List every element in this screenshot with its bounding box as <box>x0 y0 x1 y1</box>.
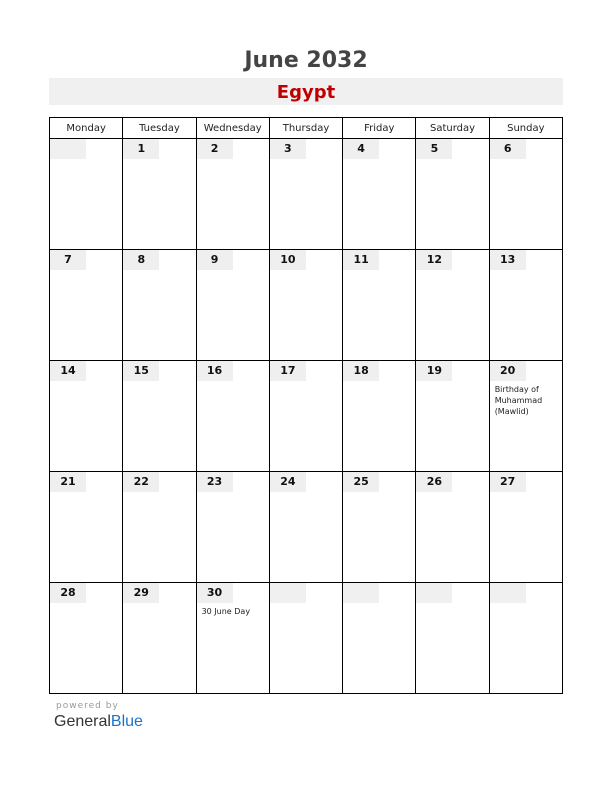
day-cell <box>50 583 123 694</box>
powered-by-label: powered by <box>56 701 119 711</box>
day-number: 18 <box>343 361 379 381</box>
day-cell <box>416 472 489 583</box>
day-cell <box>50 139 123 250</box>
country-band <box>49 78 563 105</box>
day-cell <box>343 472 416 583</box>
day-number <box>50 139 86 159</box>
day-number: 8 <box>123 250 159 270</box>
week-row <box>50 250 563 361</box>
day-number <box>270 583 306 603</box>
day-cell <box>50 250 123 361</box>
generalblue-logo <box>54 713 143 731</box>
day-cell <box>50 361 123 472</box>
day-cell <box>416 583 489 694</box>
day-number: 6 <box>490 139 526 159</box>
day-number: 29 <box>123 583 159 603</box>
week-row <box>50 139 563 250</box>
day-number: 27 <box>490 472 526 492</box>
day-number: 25 <box>343 472 379 492</box>
day-number: 14 <box>50 361 86 381</box>
day-number: 12 <box>416 250 452 270</box>
day-number <box>343 583 379 603</box>
day-cell <box>416 361 489 472</box>
day-cell <box>269 583 342 694</box>
day-number: 21 <box>50 472 86 492</box>
weekday-header: Monday <box>50 118 123 139</box>
weekday-header: Tuesday <box>123 118 196 139</box>
weekday-header: Saturday <box>416 118 489 139</box>
day-cell <box>489 361 562 472</box>
day-number: 5 <box>416 139 452 159</box>
day-cell <box>489 583 562 694</box>
day-number: 19 <box>416 361 452 381</box>
day-cell <box>489 250 562 361</box>
day-number: 16 <box>197 361 233 381</box>
weekday-header: Friday <box>343 118 416 139</box>
holiday-label: Birthday of Muhammad (Mawlid) <box>494 385 543 416</box>
day-number: 1 <box>123 139 159 159</box>
day-number: 26 <box>416 472 452 492</box>
day-cell <box>416 250 489 361</box>
day-cell <box>123 139 196 250</box>
day-cell <box>343 139 416 250</box>
day-cell <box>123 250 196 361</box>
day-number: 2 <box>197 139 233 159</box>
country-name: Egypt <box>276 82 336 103</box>
day-cell <box>123 472 196 583</box>
day-cell <box>269 250 342 361</box>
day-number: 23 <box>197 472 233 492</box>
day-number: 4 <box>343 139 379 159</box>
day-cell <box>343 250 416 361</box>
calendar-grid <box>49 117 563 694</box>
weekday-header: Thursday <box>269 118 342 139</box>
day-cell <box>196 472 269 583</box>
day-number: 28 <box>50 583 86 603</box>
day-cell <box>123 583 196 694</box>
day-cell <box>343 583 416 694</box>
logo-text-blue: Blue <box>110 713 143 730</box>
day-cell <box>489 472 562 583</box>
day-cell <box>196 361 269 472</box>
week-row <box>50 361 563 472</box>
day-cell <box>489 139 562 250</box>
logo-text-general: General <box>54 713 111 730</box>
day-number: 30 <box>197 583 233 603</box>
weekday-header: Sunday <box>489 118 562 139</box>
day-cell <box>269 139 342 250</box>
day-number: 15 <box>123 361 159 381</box>
weekday-header: Wednesday <box>196 118 269 139</box>
day-number: 22 <box>123 472 159 492</box>
day-number: 24 <box>270 472 306 492</box>
day-cell <box>416 139 489 250</box>
week-row <box>50 583 563 694</box>
day-number <box>490 583 526 603</box>
weekday-header-row <box>50 118 563 139</box>
calendar-title: June 2032 <box>244 48 368 73</box>
day-number: 20 <box>490 361 526 381</box>
day-cell <box>196 583 269 694</box>
week-row <box>50 472 563 583</box>
day-number: 9 <box>197 250 233 270</box>
day-number: 10 <box>270 250 306 270</box>
day-number: 11 <box>343 250 379 270</box>
day-number: 7 <box>50 250 86 270</box>
day-cell <box>50 472 123 583</box>
day-number: 13 <box>490 250 526 270</box>
day-number: 17 <box>270 361 306 381</box>
day-cell <box>269 472 342 583</box>
day-cell <box>343 361 416 472</box>
holiday-label: 30 June Day <box>201 607 251 616</box>
day-cell <box>196 139 269 250</box>
day-number <box>416 583 452 603</box>
day-number: 3 <box>270 139 306 159</box>
day-cell <box>196 250 269 361</box>
day-cell <box>269 361 342 472</box>
day-cell <box>123 361 196 472</box>
